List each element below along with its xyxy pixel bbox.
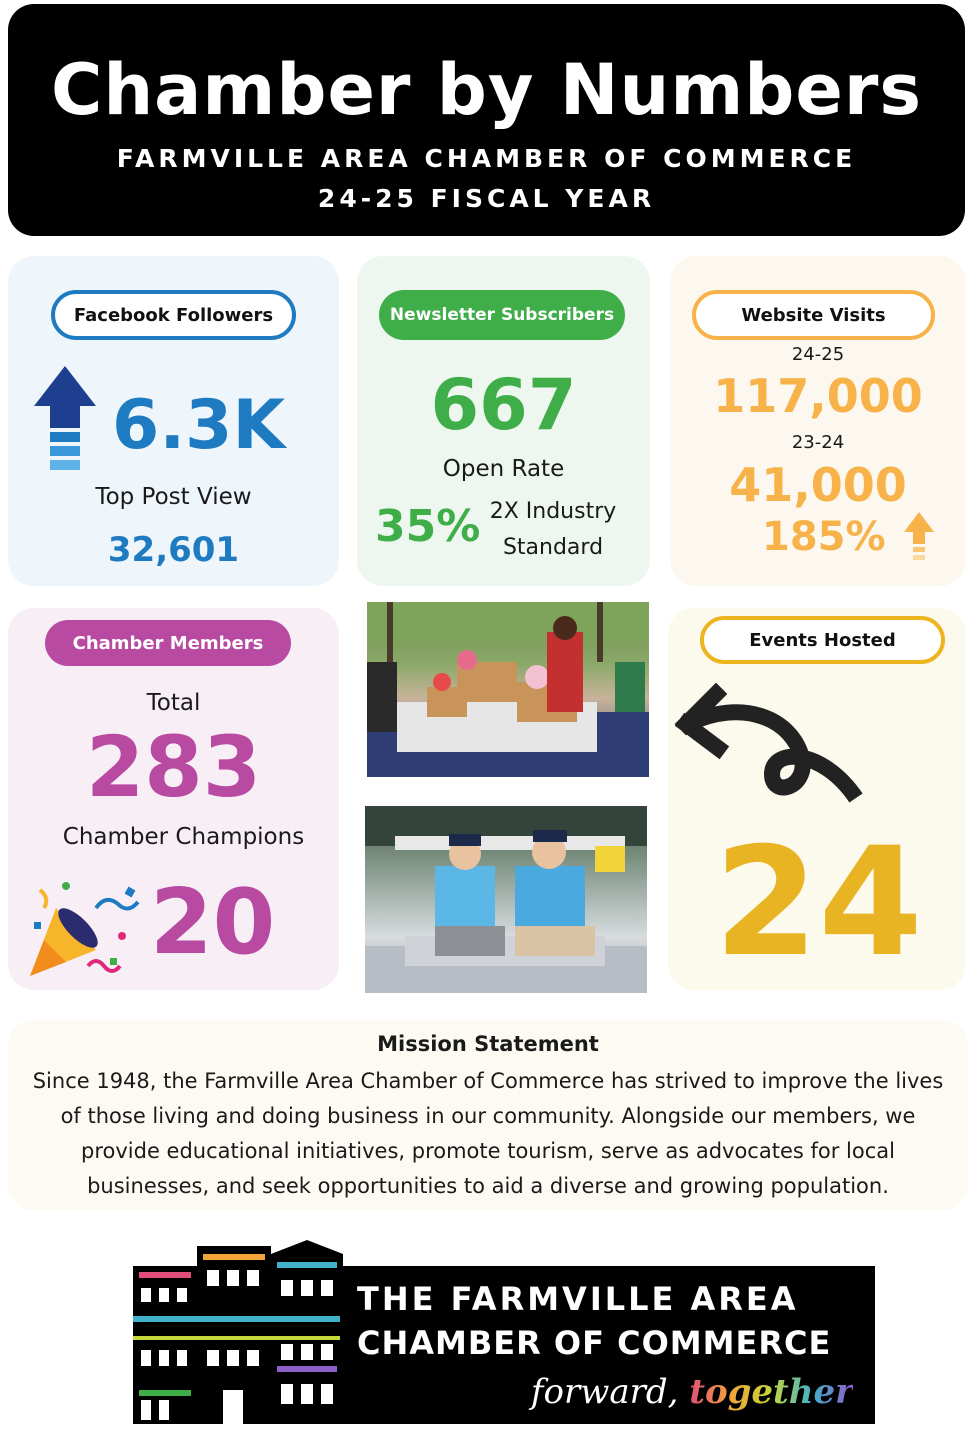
chamber-logo [133, 1240, 875, 1424]
open-rate-label: Open Rate [442, 456, 565, 482]
facebook-followers-value: 6.3K [112, 386, 286, 465]
newsletter-label: Newsletter Subscribers [379, 290, 625, 340]
facebook-label: Facebook Followers [51, 290, 296, 340]
up-arrow-icon [904, 512, 934, 566]
champions-label: Chamber Champions [62, 824, 305, 850]
city-buildings-icon [133, 1240, 343, 1424]
logo-tagline [531, 1372, 853, 1412]
top-post-value: 32,601 [107, 530, 240, 570]
mission-title: Mission Statement [377, 1032, 599, 1056]
website-card [670, 256, 966, 586]
up-arrow-icon [34, 366, 96, 478]
events-hosted-value: 24 [714, 816, 923, 990]
organization-name: FARMVILLE AREA CHAMBER OF COMMERCE [116, 144, 857, 173]
top-post-label: Top Post View [95, 484, 252, 510]
logo-line1: THE FARMVILLE AREA [357, 1280, 799, 1318]
events-card [668, 608, 966, 990]
event-photo-flowers [367, 602, 649, 777]
fiscal-year: 24-25 FISCAL YEAR [317, 184, 656, 213]
header-banner [8, 4, 965, 236]
members-card [8, 608, 339, 990]
open-rate-value: 35% [375, 501, 481, 552]
tagline-together: together [689, 1372, 853, 1412]
members-label: Chamber Members [45, 620, 291, 666]
facebook-card [8, 256, 339, 586]
page-title: Chamber by Numbers [50, 49, 923, 131]
website-visits-previous: 41,000 [729, 458, 907, 512]
event-photo-golf-cart [365, 806, 647, 993]
curly-arrow-icon [672, 678, 872, 818]
newsletter-subscribers-value: 667 [430, 364, 577, 446]
members-total-value: 283 [85, 718, 262, 816]
website-growth-value: 185% [762, 514, 886, 560]
events-label: Events Hosted [700, 616, 945, 664]
logo-line2: CHAMBER OF COMMERCE [357, 1324, 832, 1362]
website-year-current: 24-25 [791, 344, 845, 365]
mission-body: Since 1948, the Farmville Area Chamber of Commerce has strived to improve the lives of those living and doing business in our community. Alongside our members, we provide educational initiatives, promote tourism, serve as advocates for local businesses, and seek opportunities to aid a diverse and growing population. [32, 1069, 944, 1198]
newsletter-card [357, 256, 650, 586]
website-visits-current: 117,000 [713, 369, 923, 423]
tagline-forward: forward, [530, 1372, 679, 1412]
party-popper-icon [26, 878, 144, 982]
champions-value: 20 [150, 870, 276, 975]
mission-section [8, 1020, 968, 1210]
industry-compare-line2: Standard [502, 535, 604, 560]
website-year-previous: 23-24 [791, 432, 845, 453]
members-total-label: Total [146, 690, 201, 716]
industry-compare-line1: 2X Industry [489, 499, 617, 524]
website-label: Website Visits [692, 290, 935, 340]
